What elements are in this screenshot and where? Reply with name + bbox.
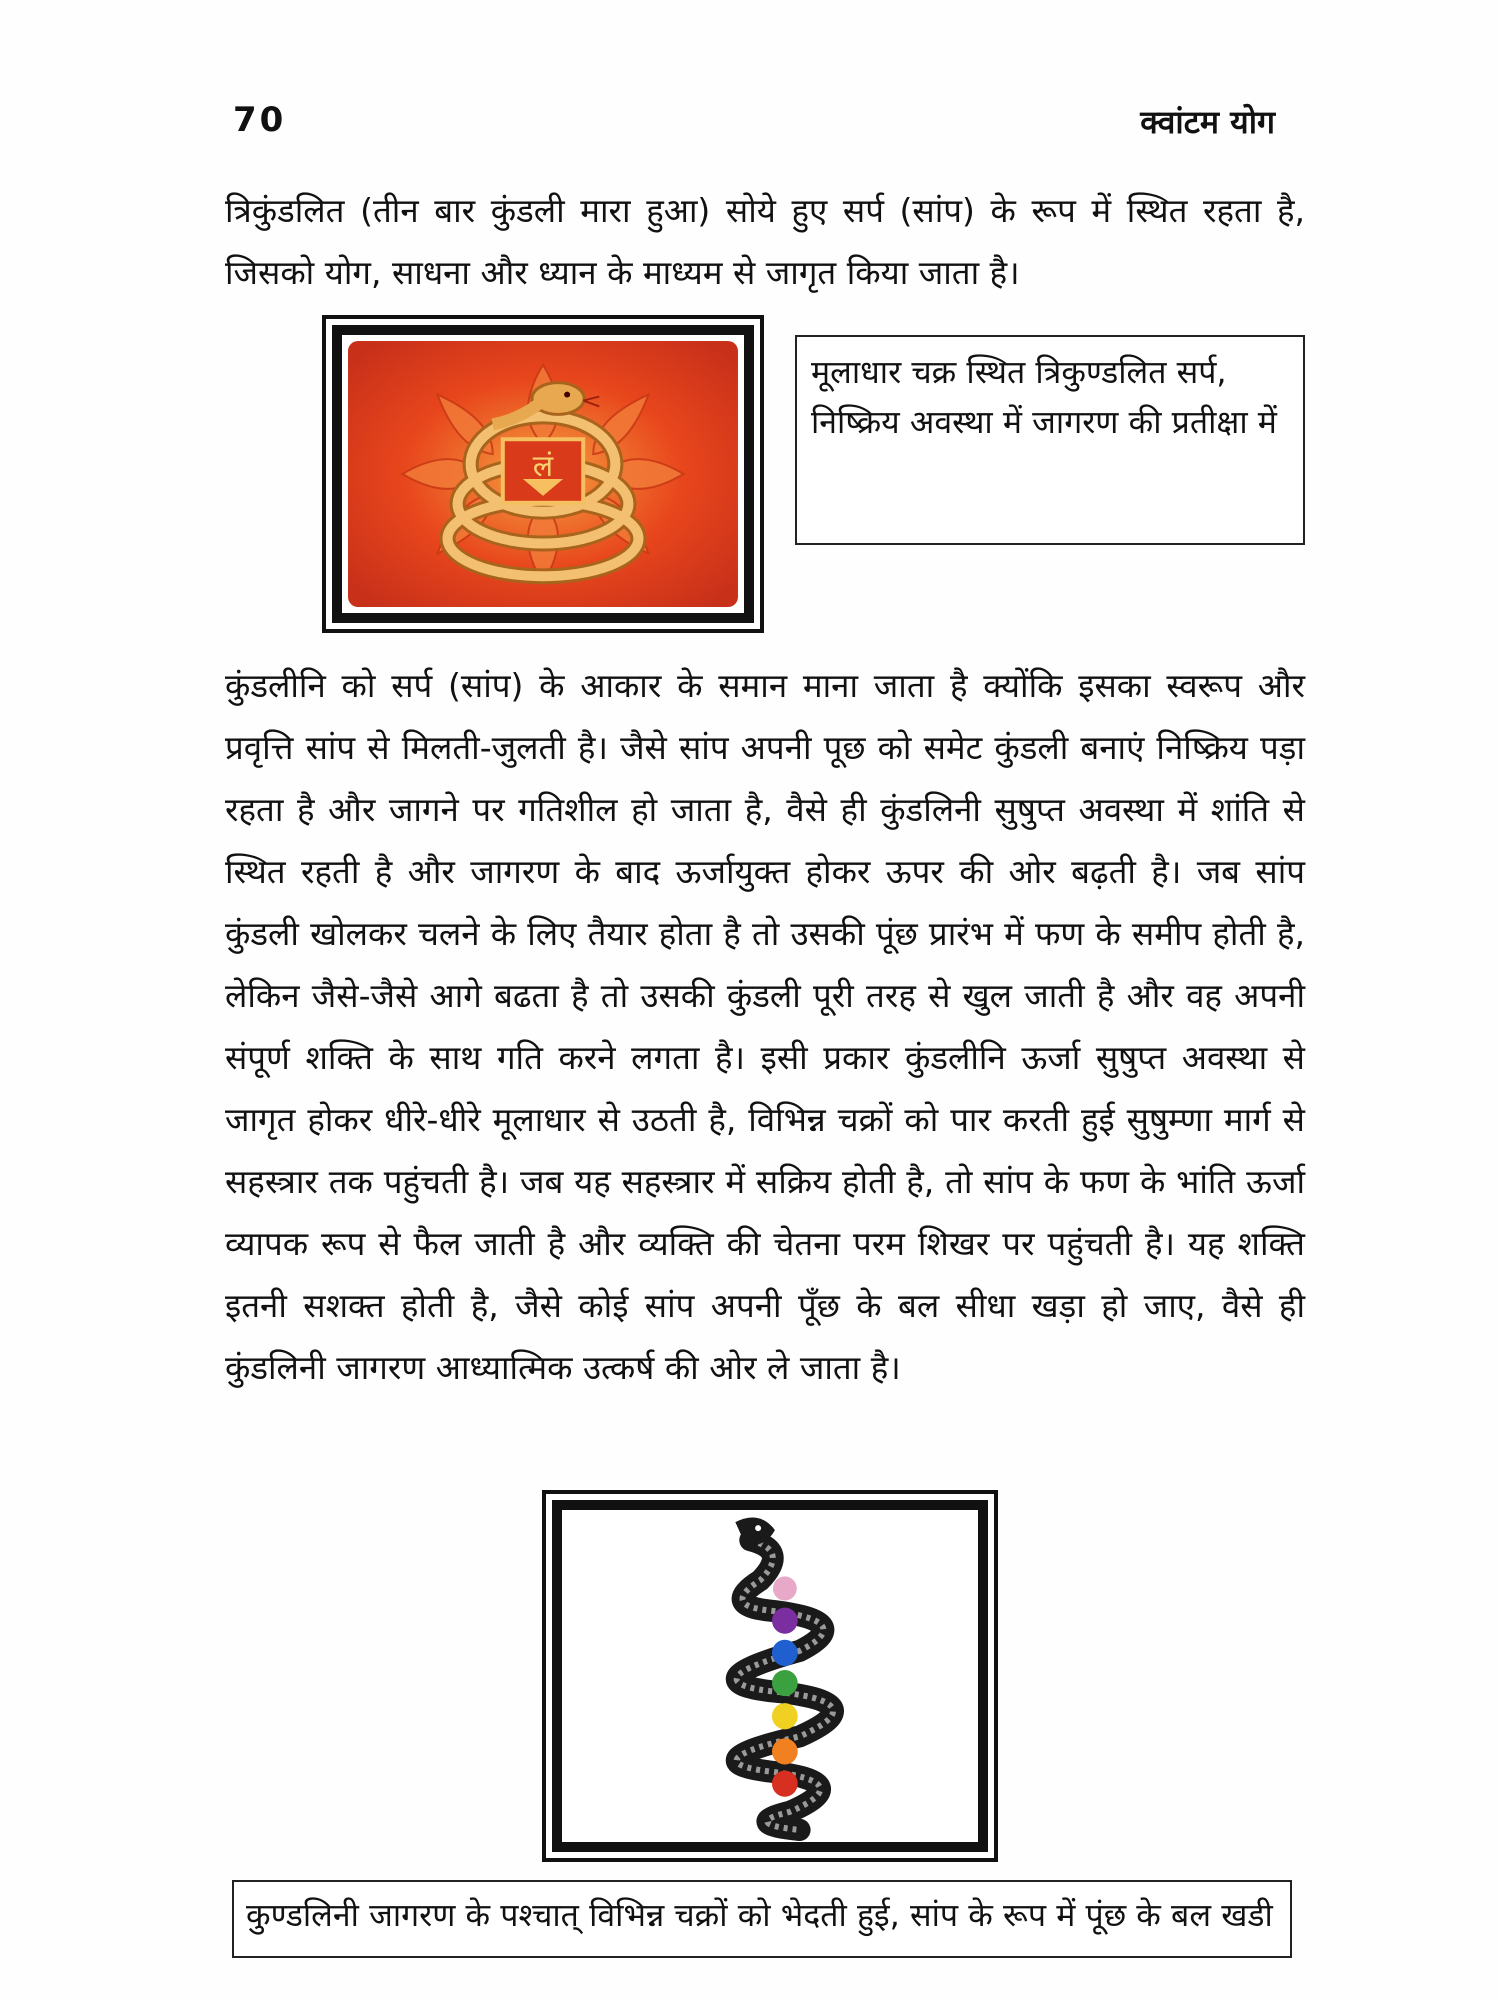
- rising-kundalini-figure: [542, 1490, 998, 1862]
- book-title: क्वांटम योग: [1140, 103, 1275, 141]
- seed-syllable: लं: [532, 449, 554, 484]
- coiled-serpent-illustration: [342, 335, 744, 613]
- heart-chakra-dot: [772, 1670, 798, 1696]
- paragraph-intro: त्रिकुंडलित (तीन बार कुंडली मारा हुआ) सोये हुए सर्प (सांप) के रूप में स्थित रहता है, जिसको योग, साधना और ध्यान के माध्यम से जागृत किया जाता है।: [225, 191, 1305, 292]
- paragraph-body: कुंडलीनि को सर्प (सांप) के आकार के समान माना जाता है क्योंकि इसका स्वरूप और प्रवृत्ति सांप से मिलती-जुलती है। जैसे सांप अपनी पूछ को समेट कुंडली बनाएं निष्क्रिय पड़ा रहता है और जागने पर गतिशील हो जाता है, वैसे ही कुंडलिनी सुषुप्त अवस्था में शांति से स्थित रहती है और जागरण के बाद ऊर्जायुक्त होकर ऊपर की ओर बढ़ती है। जब सांप कुंडली खोलकर चलने के लिए तैयार होता है तो उसकी पूंछ प्रारंभ में फण के समीप होती है, लेकिन जैसे-जैसे आगे बढता है तो उसकी कुंडली पूरी तरह से खुल जाती है और वह अपनी संपूर्ण शक्ति के साथ गति करने लगता है। इसी प्रकार कुंडलीनि ऊर्जा सुषुप्त अवस्था से जागृत होकर धीरे-धीरे मूलाधार से उठती है, विभिन्न चक्रों को पार करती हुई सुषुम्णा मार्ग से सहस्त्रार तक पहुंचती है। जब यह सहस्त्रार में सक्रिय होती है, तो सांप के फण के भांति ऊर्जा व्यापक रूप से फैल जाती है और व्यक्ति की चेतना परम शिखर पर पहुंचती है। यह शक्ति इतनी सशक्त होती है, जैसे कोई सांप अपनी पूँछ के बल सीधा खड़ा हो जाए, वैसे ही कुंडलिनी जागरण आध्यात्मिक उत्कर्ष की ओर ले जाता है।: [225, 666, 1305, 1387]
- throat-chakra-dot: [772, 1640, 798, 1666]
- crown-chakra-dot: [773, 1576, 797, 1600]
- muladhara-serpent-figure: [322, 315, 764, 633]
- figure1-caption: मूलाधार चक्र स्थित त्रिकुण्डलित सर्प, निष्क्रिय अवस्था में जागरण की प्रतीक्षा में: [795, 335, 1305, 545]
- figure2-caption: कुण्डलिनी जागरण के पश्चात् विभिन्न चक्रों को भेदती हुई, सांप के रूप में पूंछ के बल खडी: [232, 1880, 1292, 1958]
- third-eye-chakra-dot: [772, 1608, 798, 1634]
- solar-plexus-chakra-dot: [772, 1703, 798, 1729]
- sacral-chakra-dot: [772, 1738, 798, 1764]
- page-header: [225, 100, 1275, 156]
- rising-serpent-illustration: [562, 1510, 978, 1842]
- root-chakra-dot: [772, 1771, 798, 1797]
- page-number: 70: [233, 100, 287, 140]
